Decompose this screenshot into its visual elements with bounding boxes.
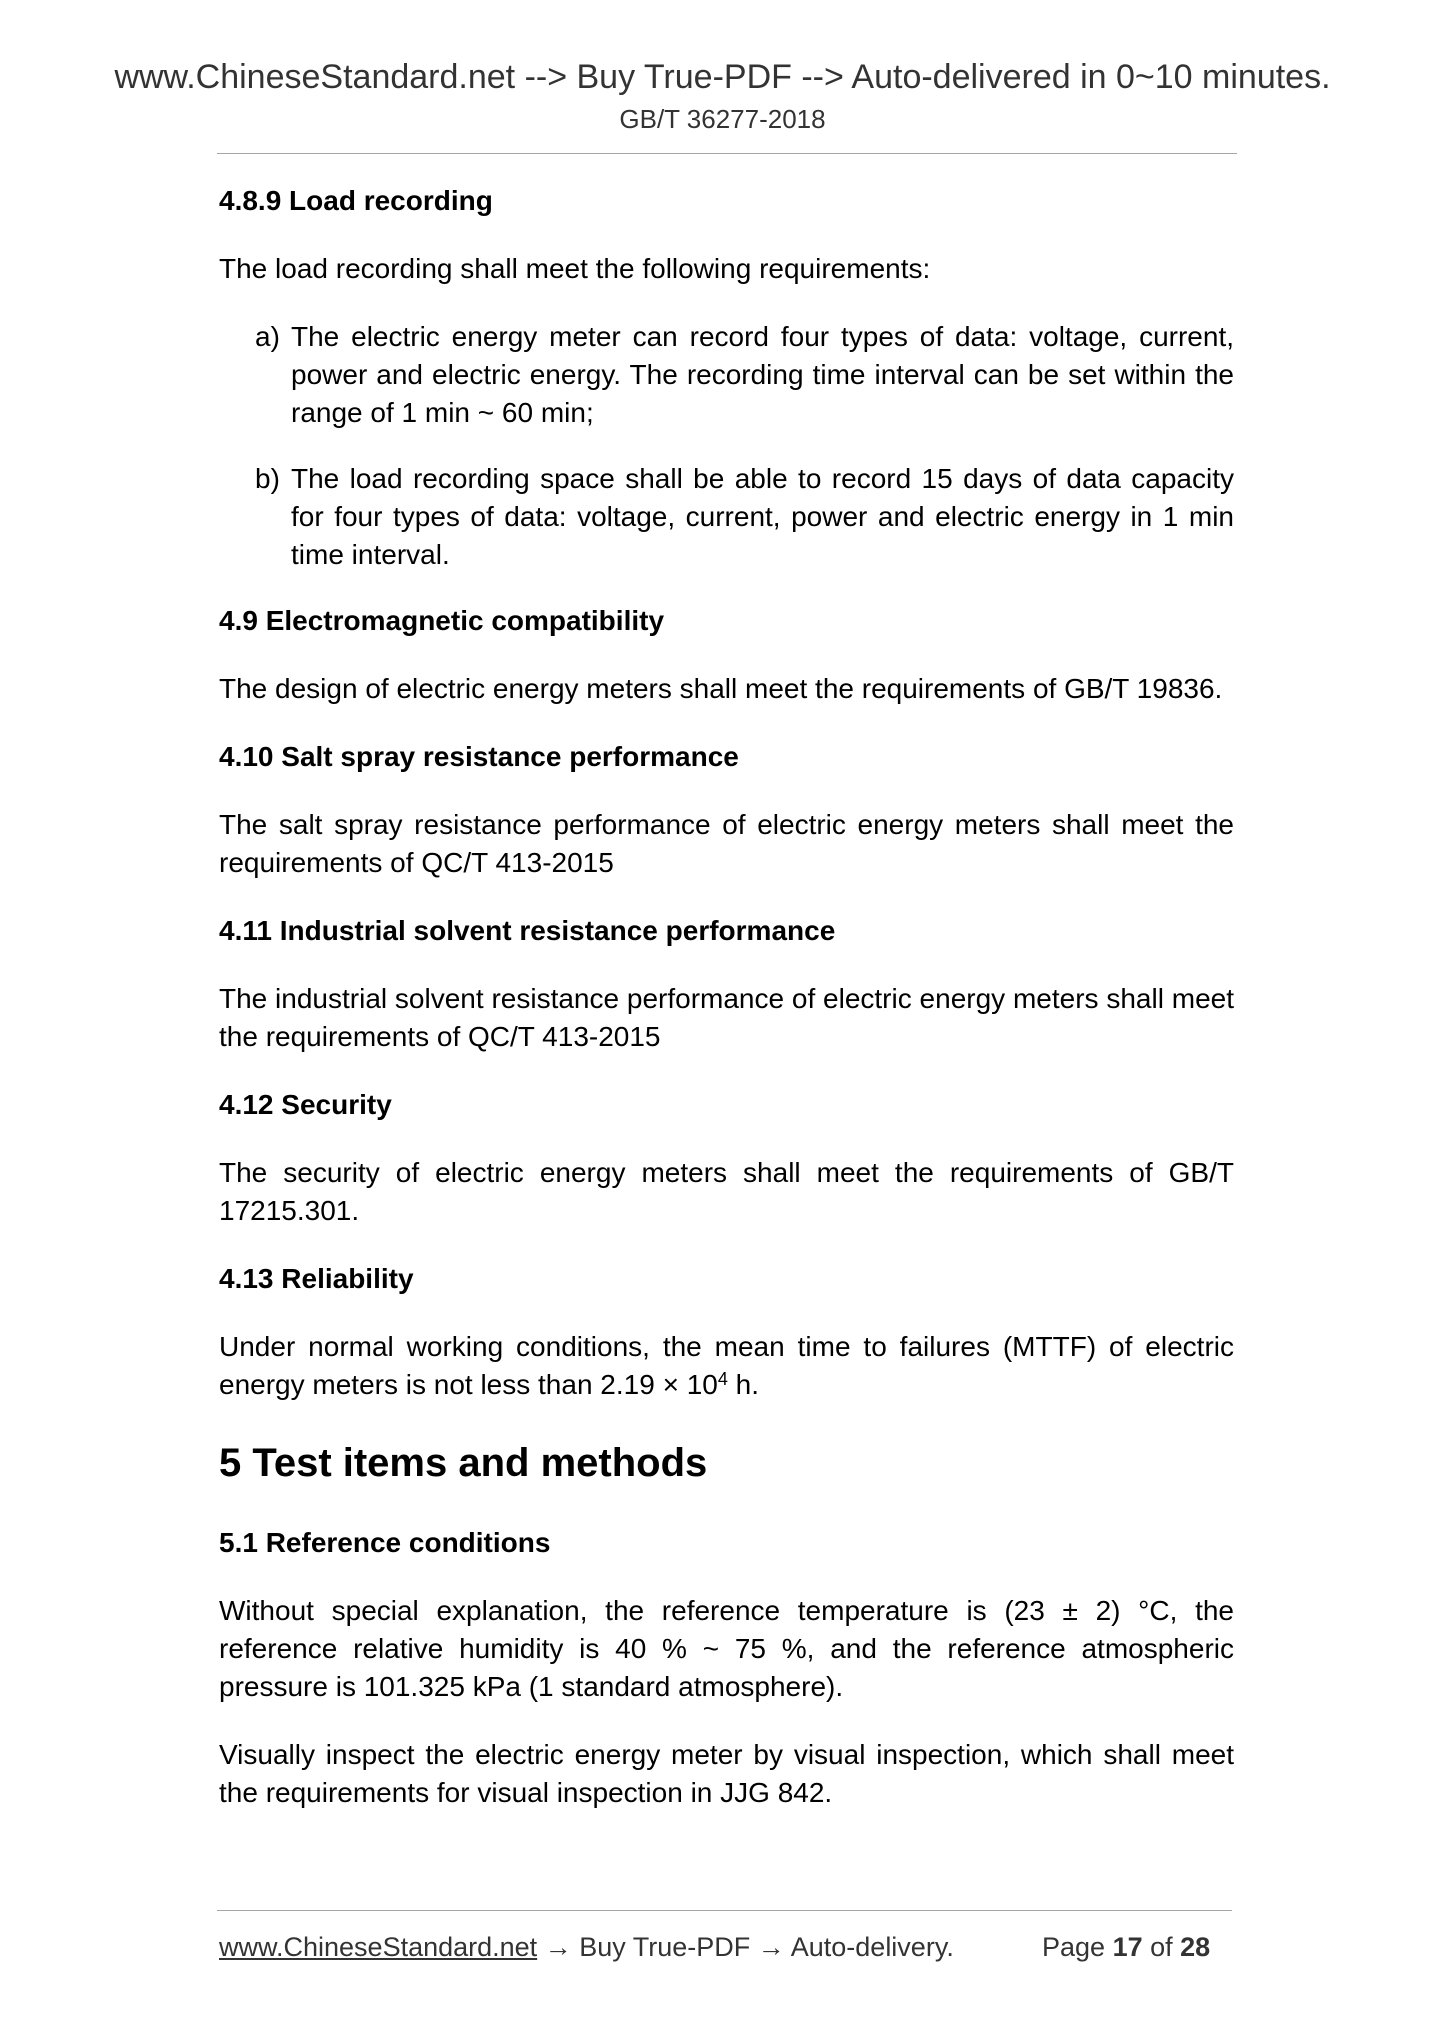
- footer-divider: [217, 1910, 1232, 1911]
- chapter-heading-5: 5 Test items and methods: [219, 1441, 708, 1485]
- footer-promo: [219, 1932, 954, 1963]
- page-label: Page: [1042, 1932, 1113, 1962]
- section-intro-4-8-9: The load recording shall meet the following requirements:: [219, 253, 931, 284]
- exponent: 4: [717, 1369, 728, 1389]
- section-heading-4-12: 4.12 Security: [219, 1089, 392, 1120]
- list-marker: a): [255, 321, 280, 352]
- section-body-4-10: The salt spray resistance performance of electric energy meters shall meet the requirements of QC/T 413-2015: [219, 809, 1234, 878]
- section-body-4-12: The security of electric energy meters shall meet the requirements of GB/T 17215.301.: [219, 1157, 1234, 1226]
- header-banner: www.ChineseStandard.net --> Buy True-PDF --> Auto-delivered in 0~10 minutes.: [114, 58, 1331, 96]
- page-indicator: [1042, 1932, 1210, 1963]
- section-heading-4-9: 4.9 Electromagnetic compatibility: [219, 605, 665, 636]
- section-heading-4-13: 4.13 Reliability: [219, 1263, 414, 1294]
- section-body-4-11: The industrial solvent resistance performance of electric energy meters shall meet the requirements of QC/T 413-2015: [219, 983, 1234, 1052]
- reliability-unit: h.: [727, 1369, 760, 1400]
- list-item: [255, 460, 1234, 574]
- page-content: [219, 182, 1234, 1842]
- list-item-text: The load recording space shall be able to record 15 days of data capacity for four types of data: voltage, current, power and electric energy in 1 min time interval.: [291, 463, 1234, 570]
- footer-link[interactable]: www.ChineseStandard.net: [219, 1932, 538, 1962]
- section-heading-4-10: 4.10 Salt spray resistance performance: [219, 741, 739, 772]
- section-body-5-1-a: Without special explanation, the reference temperature is (23 ± 2) °C, the reference relative humidity is 40 % ~ 75 %, and the reference atmospheric pressure is 101.325 kPa (1 standard atmosphere).: [219, 1595, 1234, 1702]
- standard-code: GB/T 36277-2018: [619, 104, 826, 134]
- list-item-text: The electric energy meter can record four types of data: voltage, current, power and electric energy. The recording time interval can be set within the range of 1 min ~ 60 min;: [291, 321, 1234, 428]
- header-divider: [217, 153, 1237, 154]
- section-heading-5-1: 5.1 Reference conditions: [219, 1527, 551, 1558]
- reliability-text: Under normal working conditions, the mean time to failures (MTTF) of electric energy meters is not less than 2.19 × 10: [219, 1331, 1234, 1400]
- page-total: 28: [1180, 1932, 1211, 1962]
- of-label: of: [1142, 1932, 1181, 1962]
- list-item: [255, 318, 1234, 432]
- section-body-5-1-b: Visually inspect the electric energy meter by visual inspection, which shall meet the requirements for visual inspection in JJG 842.: [219, 1739, 1234, 1808]
- page-number: 17: [1112, 1932, 1143, 1962]
- section-body-4-9: The design of electric energy meters shall meet the requirements of GB/T 19836.: [219, 673, 1223, 704]
- list-marker: b): [255, 463, 280, 494]
- section-heading-4-11: 4.11 Industrial solvent resistance performance: [219, 915, 836, 946]
- section-body-4-13: [219, 1328, 1234, 1404]
- section-heading-4-8-9: 4.8.9 Load recording: [219, 185, 493, 216]
- footer-tail: → Buy True-PDF → Auto-delivery.: [537, 1932, 954, 1962]
